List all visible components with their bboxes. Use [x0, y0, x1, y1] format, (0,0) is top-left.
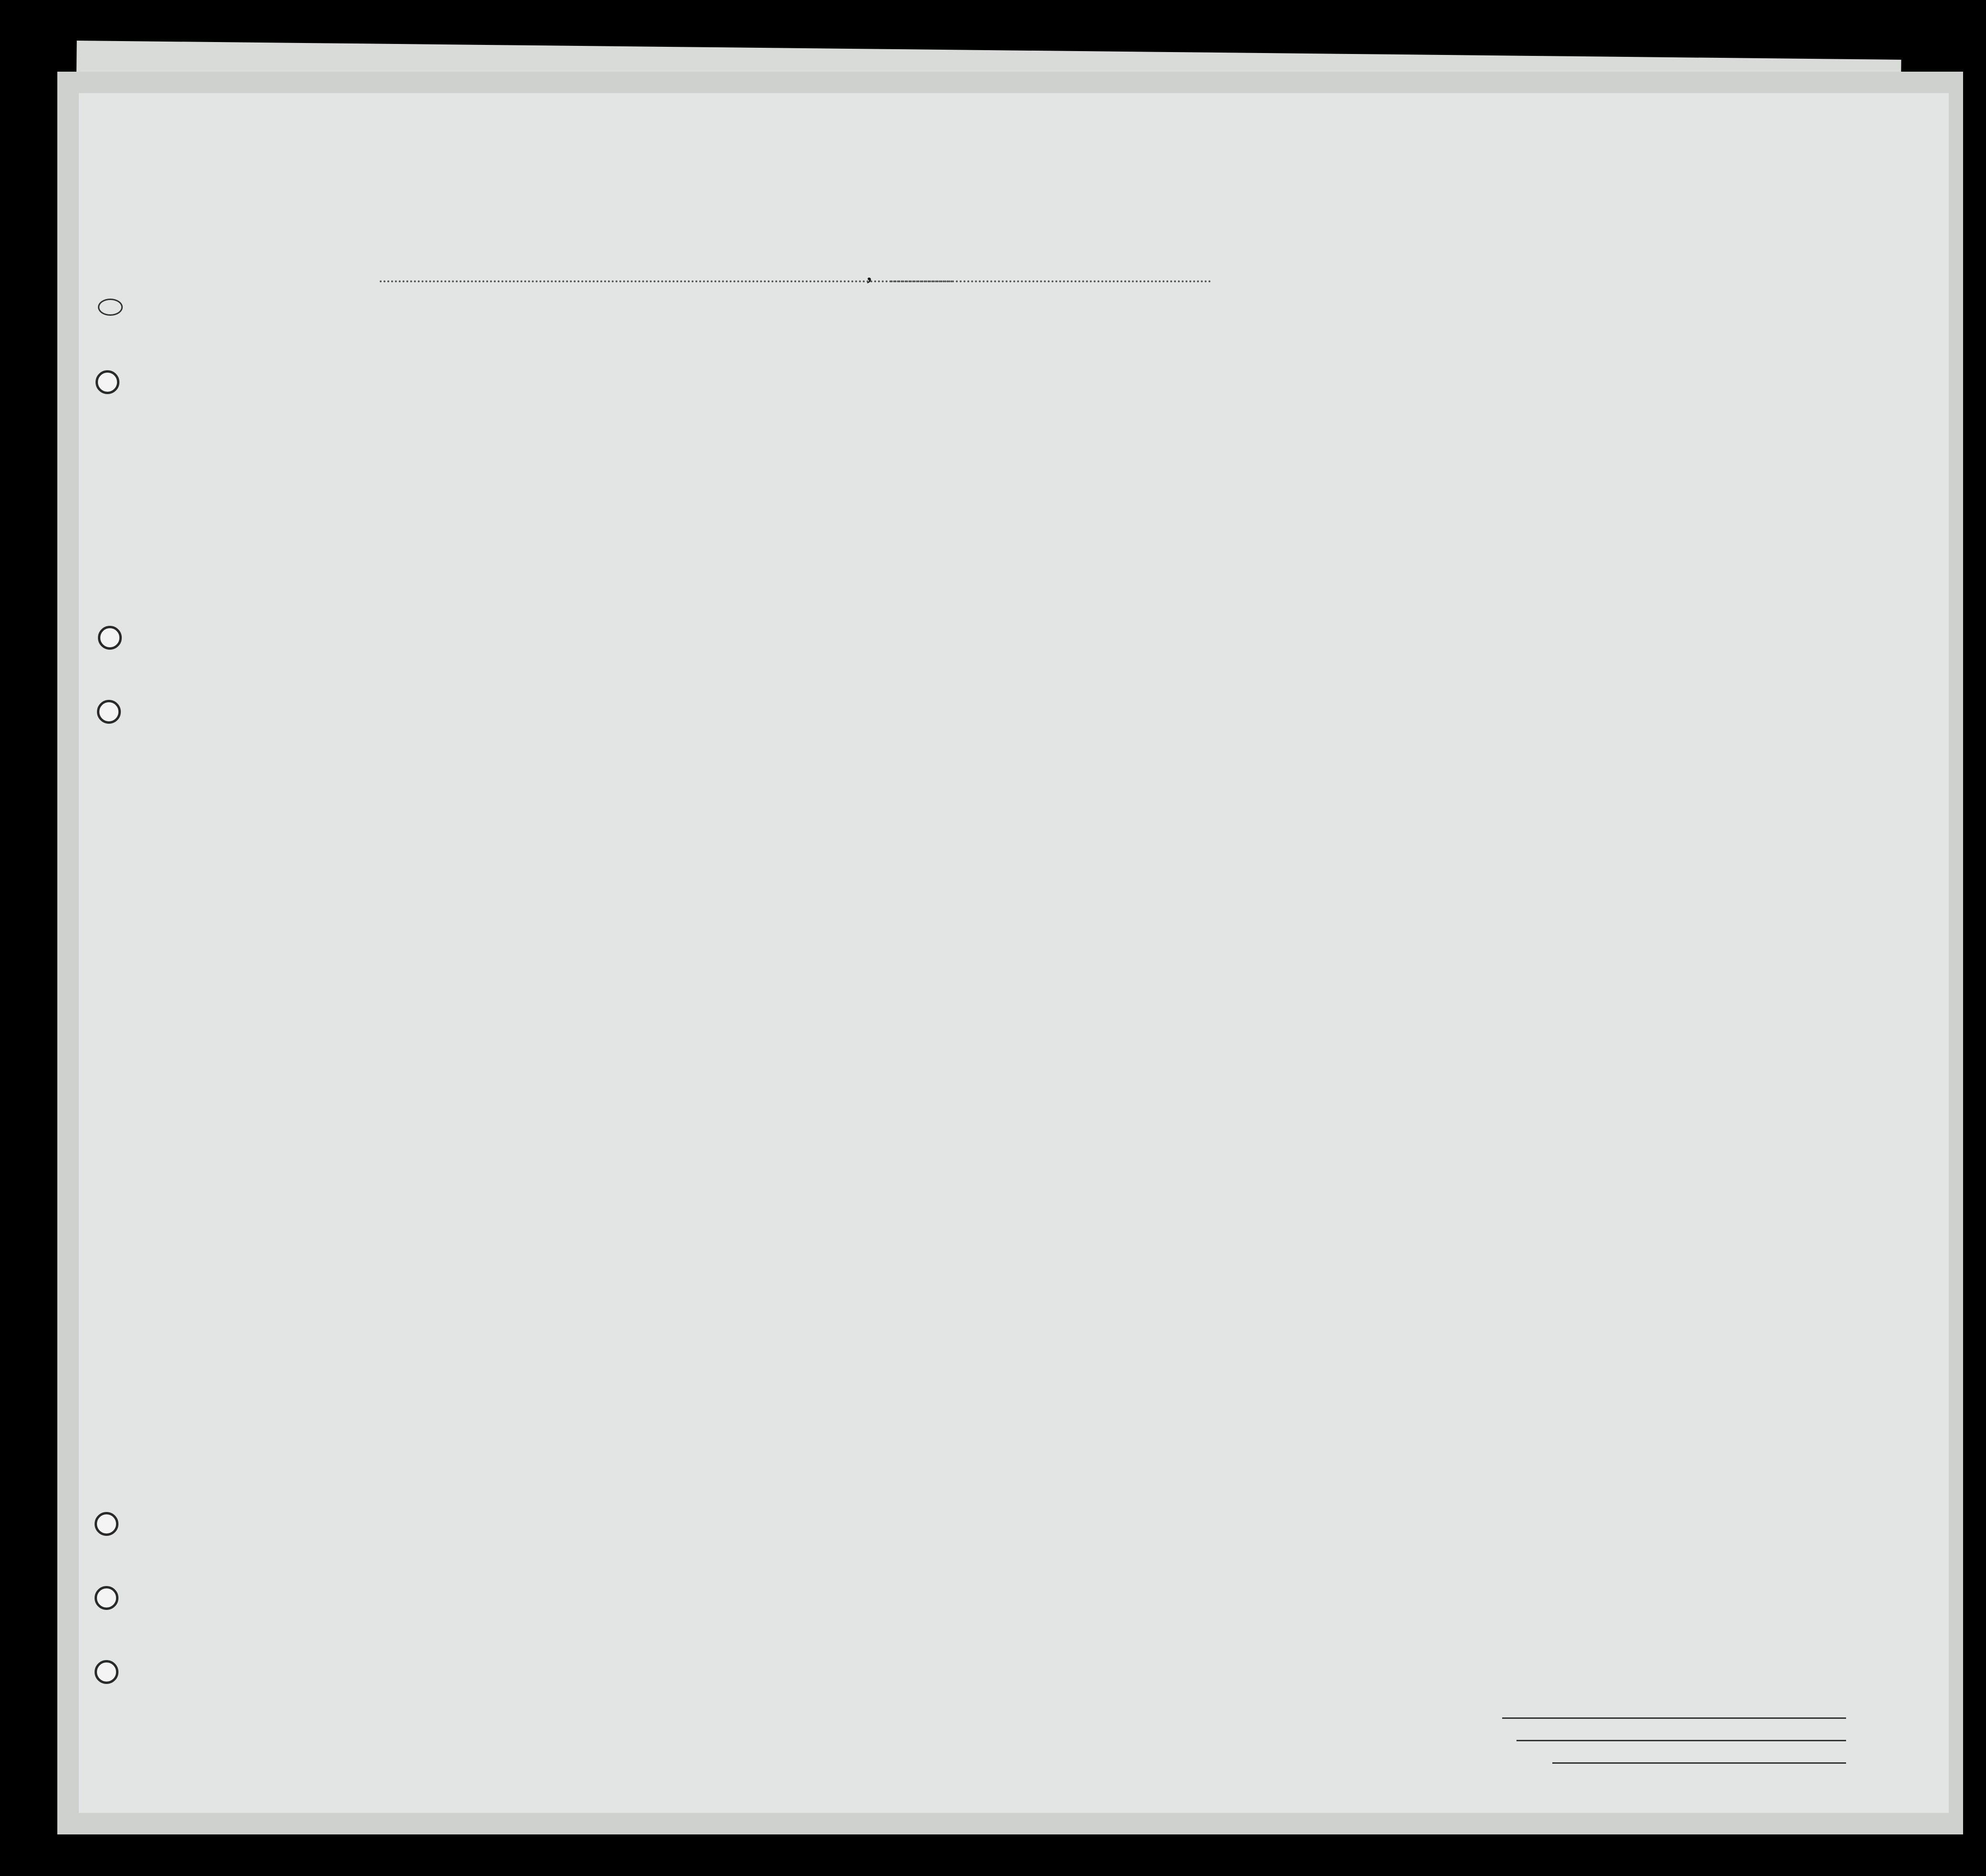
owners-underline	[1516, 1740, 1846, 1741]
binder-hole	[95, 1512, 118, 1536]
binder-hole	[98, 626, 122, 650]
binder-hole	[95, 1660, 118, 1684]
binder-hole	[96, 370, 119, 394]
binder-hole	[97, 700, 121, 724]
form-grid	[79, 93, 1949, 1813]
port-comma: ,	[867, 263, 872, 285]
line-underline	[1502, 1717, 1846, 1719]
manifest-page	[79, 93, 1949, 1813]
binder-hole	[95, 1586, 118, 1610]
local-agents-underline	[1552, 1762, 1846, 1764]
